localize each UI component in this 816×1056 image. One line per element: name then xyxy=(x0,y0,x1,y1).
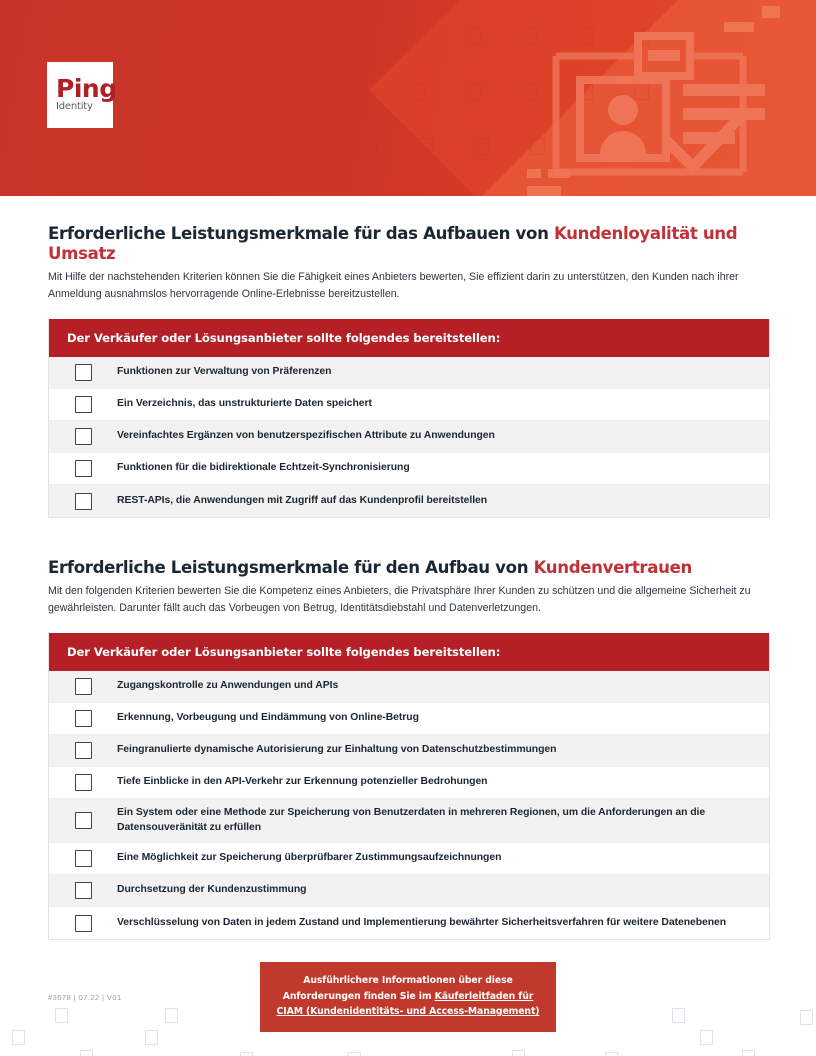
checklist-row-label: Funktionen für die bidirektionale Echtzeit-Synchronisierung xyxy=(117,462,410,474)
checklist-row-label: Vereinfachtes Ergänzen von benutzerspezifischen Attribute zu Anwendungen xyxy=(117,430,495,442)
footer-checkbox-glyph xyxy=(12,1030,25,1045)
cta-link-part-2[interactable]: CIAM (Kundenidentitäts- und Access-Management) xyxy=(276,1006,540,1017)
checklist-table-1-header: Der Verkäufer oder Lösungsanbieter sollte folgendes bereitstellen: xyxy=(49,319,769,357)
checkbox-icon[interactable] xyxy=(75,493,92,510)
checklist-row[interactable] xyxy=(49,357,769,389)
section-1-title-accent: Kundenloyalität und Umsatz xyxy=(48,224,738,263)
footer-checkbox-glyph xyxy=(240,1052,253,1056)
checklist-row[interactable] xyxy=(49,671,769,703)
checklist-row[interactable] xyxy=(49,735,769,767)
banner-checkbox-glyph xyxy=(362,138,377,155)
section-2-description: Mit den folgenden Kriterien bewerten Sie die Kompetenz eines Anbieters, die Privatsphäre Ihrer Kunden zu schützen und die allgemeine Sicherheit zu gewährleisten. Darunter fällt auch das Vorbeugen von Betrug, Identitätsdiebstahl und Datenverletzungen. xyxy=(48,585,751,614)
checklist-row[interactable] xyxy=(49,907,769,939)
banner-checkbox-glyph xyxy=(418,138,433,155)
checklist-table-2 xyxy=(48,633,770,940)
section-1-title-plain: Erforderliche Leistungsmerkmale für das Aufbauen von xyxy=(48,224,554,243)
checkbox-icon[interactable] xyxy=(75,774,92,791)
checkbox-icon[interactable] xyxy=(75,812,92,829)
checklist-row-label: Verschlüsselung von Daten in jedem Zustand und Implementierung bewährter Sicherheitsverfahren für weitere Datenebenen xyxy=(117,916,727,928)
id-badge-checkmark-icon xyxy=(538,22,798,192)
checkbox-icon[interactable] xyxy=(75,428,92,445)
checkbox-icon[interactable] xyxy=(75,850,92,867)
checkbox-icon[interactable] xyxy=(75,396,92,413)
checklist-row[interactable] xyxy=(49,703,769,735)
checklist-row[interactable] xyxy=(49,485,769,517)
checklist-table-2-body xyxy=(49,671,769,939)
footer-checkbox-glyph xyxy=(348,1052,361,1056)
checkbox-icon[interactable] xyxy=(75,915,92,932)
checklist-row[interactable] xyxy=(49,799,769,843)
cta-link-part-1[interactable]: Käuferleitfaden für xyxy=(434,990,534,1002)
checkbox-icon[interactable] xyxy=(75,678,92,695)
banner-checkbox-glyph xyxy=(522,28,537,45)
footer-checkbox-glyph xyxy=(605,1052,618,1056)
section-1-description: Mit Hilfe der nachstehenden Kriterien können Sie die Fähigkeit eines Anbieters bewerten, Sie effizient darin zu unterstützen, den Kunden nach ihrer Anmeldung ausnahmslos hervorragende Online-Erlebnisse bereitzustellen. xyxy=(48,271,739,300)
checklist-row[interactable] xyxy=(49,767,769,799)
logo-subtext: Identity xyxy=(56,101,93,112)
section-2-title-plain: Erforderliche Leistungsmerkmale für den Aufbau von xyxy=(48,558,534,577)
section-customer-trust xyxy=(48,518,768,940)
section-1-title xyxy=(48,224,768,264)
checkbox-icon[interactable] xyxy=(75,742,92,759)
main-content xyxy=(0,196,816,1032)
checklist-row-label: Erkennung, Vorbeugung und Eindämmung von Online-Betrug xyxy=(117,712,419,724)
cta-line-1: Ausführlichere Informationen über diese xyxy=(303,975,513,986)
checklist-row-label: REST-APIs, die Anwendungen mit Zugriff auf das Kundenprofil bereitstellen xyxy=(117,494,488,506)
banner-checkbox-glyph xyxy=(410,83,425,100)
checklist-row[interactable] xyxy=(49,389,769,421)
checklist-row[interactable] xyxy=(49,421,769,453)
checklist-row[interactable] xyxy=(49,875,769,907)
checklist-row[interactable] xyxy=(49,453,769,485)
checkbox-icon[interactable] xyxy=(75,710,92,727)
checklist-row-label: Funktionen zur Verwaltung von Präferenzen xyxy=(117,366,332,378)
checklist-table-1 xyxy=(48,319,770,518)
section-2-title-accent: Kundenvertrauen xyxy=(533,558,692,577)
checklist-row-label: Feingranulierte dynamische Autorisierung zur Einhaltung von Datenschutzbestimmungen xyxy=(117,744,557,756)
banner-checkbox-glyph xyxy=(474,138,489,155)
checklist-row-label: Durchsetzung der Kundenzustimmung xyxy=(117,884,307,896)
checkbox-icon[interactable] xyxy=(75,364,92,381)
checklist-row-label: Tiefe Einblicke in den API-Verkehr zur Erkennung potenzieller Bedrohungen xyxy=(117,776,488,788)
checkbox-icon[interactable] xyxy=(75,460,92,477)
checklist-table-1-body xyxy=(49,357,769,517)
section-2-title xyxy=(48,558,768,578)
banner-checkbox-glyph xyxy=(522,83,537,100)
footer-document-id: #3678 | 07.22 | V01 xyxy=(48,993,122,1002)
section-customer-loyalty xyxy=(48,196,768,518)
ping-identity-logo xyxy=(47,62,117,128)
checklist-row-label: Zugangskontrolle zu Anwendungen und APIs xyxy=(117,680,339,692)
footer-checkbox-glyph xyxy=(512,1050,525,1056)
checkbox-icon[interactable] xyxy=(75,882,92,899)
logo-wordmark: Ping xyxy=(56,74,117,103)
banner-checkbox-glyph xyxy=(466,28,481,45)
footer-checkbox-glyph xyxy=(80,1050,93,1056)
footer-checkbox-glyph xyxy=(145,1030,158,1045)
banner-checkbox-glyph xyxy=(466,83,481,100)
corner-chip-1 xyxy=(762,6,780,18)
footer-checkbox-glyph xyxy=(742,1050,755,1056)
checklist-row-label: Ein Verzeichnis, das unstrukturierte Daten speichert xyxy=(117,398,372,410)
checklist-table-2-header: Der Verkäufer oder Lösungsanbieter sollte folgendes bereitstellen: xyxy=(49,633,769,671)
checklist-row[interactable] xyxy=(49,843,769,875)
checklist-row-label: Eine Möglichkeit zur Speicherung überprüfbarer Zustimmungsaufzeichnungen xyxy=(117,852,502,864)
cta-container xyxy=(48,962,768,1032)
footer-checkbox-glyph xyxy=(700,1030,713,1045)
cta-line-2-plain: Anforderungen finden Sie im xyxy=(282,990,435,1002)
header-banner xyxy=(0,0,816,196)
checklist-row-label: Ein System oder eine Methode zur Speicherung von Benutzerdaten in mehreren Regionen, um die Anforderungen an die Datensouveränität zu erfüllen xyxy=(117,807,706,833)
buyers-guide-cta-button[interactable] xyxy=(260,962,556,1032)
